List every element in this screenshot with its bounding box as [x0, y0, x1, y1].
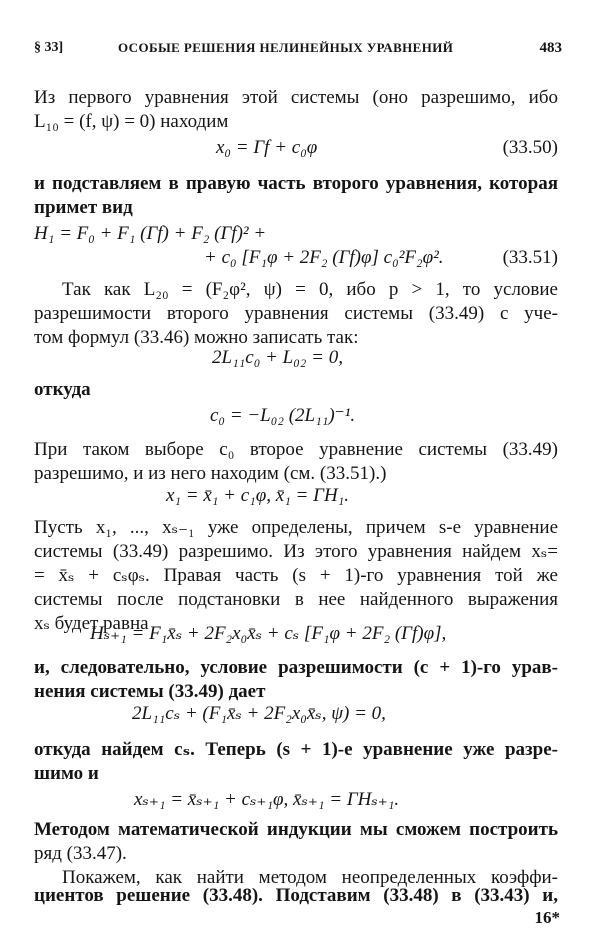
- text-line: разрешимости второго уравнения системы (33.49) с уче-: [34, 303, 558, 324]
- equation: 2L₁₁c₀ + L₀₂ = 0,: [212, 347, 343, 368]
- text-line: и, следовательно, условие разрешимости (c + 1)-го урав-: [34, 657, 558, 678]
- running-header: [34, 40, 562, 62]
- text-line: откуда: [34, 379, 91, 400]
- text-line: Покажем, как найти методом неопределенных коэффи-: [62, 867, 558, 888]
- text-line: Из первого уравнения этой системы (оно разрешимо, ибо: [34, 87, 558, 108]
- text-line: xₛ будет равна: [34, 613, 149, 634]
- equation: Hₛ₊₁ = F₁x̄ₛ + 2F₂x₀x̄ₛ + cₛ [F₁φ + 2F₂ (Γf)φ],: [90, 623, 447, 644]
- equation: xₛ₊₁ = x̄ₛ₊₁ + cₛ₊₁φ, x̄ₛ₊₁ = ΓHₛ₊₁.: [134, 789, 400, 810]
- text-line: При таком выборе c₀ второе уравнение системы (33.49): [34, 439, 558, 460]
- text-line: том формул (33.46) можно записать так:: [34, 327, 359, 348]
- text-line: Так как L₂₀ = (F₂φ², ψ) = 0, ибо p > 1, то условие: [62, 279, 558, 300]
- text-line: шимо и: [34, 763, 99, 784]
- text-line: циентов решение (33.48). Подставим (33.48) в (33.43) и,: [34, 885, 558, 906]
- text-line: системы после подстановки в нее найденного выражения: [34, 589, 558, 610]
- text-line: и подставляем в правую часть второго уравнения, которая: [34, 173, 558, 194]
- equation: x₀ = Γf + c₀φ: [216, 137, 318, 158]
- text-line: системы (33.49) разрешимо. Из этого уравнения найдем xₛ=: [34, 541, 558, 562]
- text-line: L₁₀ = (f, ψ) = 0) находим: [34, 111, 229, 132]
- text-line: = x̄ₛ + cₛφₛ. Правая часть (s + 1)-го уравнения той же: [34, 565, 558, 586]
- text-line: нения системы (33.49) дает: [34, 681, 266, 702]
- equation: + c₀ [F₁φ + 2F₂ (Γf)φ] c₀²F₂φ².: [204, 247, 444, 268]
- text-line: откуда найдем cₛ. Теперь (s + 1)-е уравнение уже разре-: [34, 739, 558, 760]
- equation-number: (33.50): [502, 137, 558, 158]
- equation: 2L₁₁cₛ + (F₁x̄ₛ + 2F₂x₀x̄ₛ, ψ) = 0,: [132, 703, 386, 724]
- section-label: § 33]: [34, 40, 64, 55]
- chapter-title: ОСОБЫЕ РЕШЕНИЯ НЕЛИНЕЙНЫХ УРАВНЕНИЙ: [118, 40, 454, 55]
- text-line: Пусть x₁, ..., xₛ₋₁ уже определены, причем s-е уравнение: [34, 517, 558, 538]
- signature-mark: 16*: [534, 908, 560, 927]
- text-line: примет вид: [34, 197, 133, 218]
- equation: c₀ = −L₀₂ (2L₁₁)⁻¹.: [210, 405, 356, 426]
- equation: x₁ = x̄₁ + c₁φ, x̄₁ = ΓH₁.: [166, 485, 350, 506]
- text-line: ряд (33.47).: [34, 843, 127, 864]
- equation: H₁ = F₀ + F₁ (Γf) + F₂ (Γf)² +: [34, 223, 267, 244]
- text-line: Методом математической индукции мы сможем построить: [34, 819, 558, 840]
- text-line: разрешимо, и из него находим (см. (33.51).): [34, 463, 387, 484]
- page-number: 483: [539, 40, 562, 56]
- equation-number: (33.51): [502, 247, 558, 268]
